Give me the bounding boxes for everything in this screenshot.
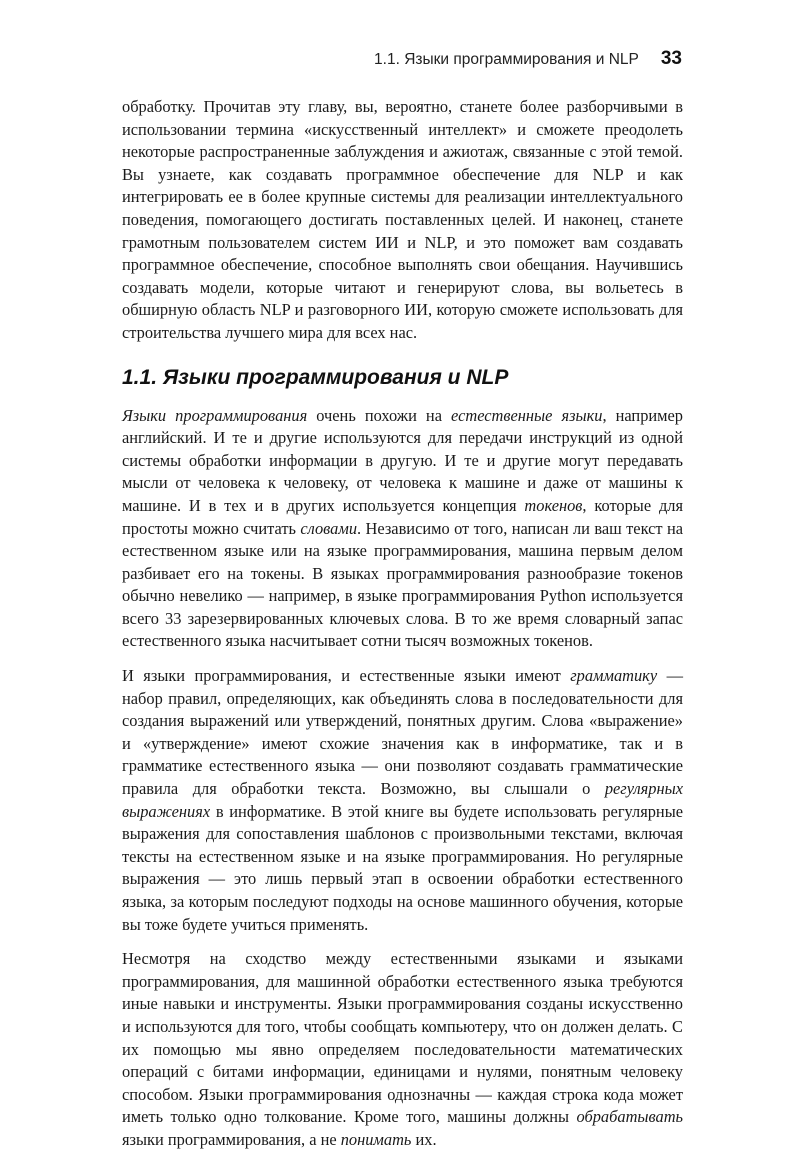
paragraph-text: их. [411, 1129, 437, 1149]
paragraph-grammar [122, 665, 683, 936]
term-words: словами [300, 518, 358, 538]
page-number: 33 [660, 48, 682, 69]
paragraph-differences [122, 948, 683, 1151]
running-head [374, 48, 682, 70]
body-text [122, 96, 683, 1152]
term-grammar: грамматику [570, 666, 658, 686]
paragraph-text: — набор правил, определяющих, как объединять слова в последовательности для создания выражений или утверждений, понятных другим. Слова «выражение» и «утверждение» имеют схожие значения как в информатике, так и в грамматике естественного языка — они позволяют создавать грамматические правила для обработки текста. Возможно, вы слышали о [122, 666, 683, 799]
paragraph-text: очень похожи на [307, 405, 452, 425]
term-regular-expressions: регулярных выражениях [122, 779, 683, 821]
term-tokens: токенов [524, 495, 583, 515]
intro-paragraph: обработку. Прочитав эту главу, вы, вероятно, станете более разборчивыми в использовании термина «искусственный интеллект» и сможете преодолеть некоторые распространенные заблуждения и ажиотаж, связанные с этой темой. Вы узнаете, как создавать программное обеспечение для NLP и как интегрировать ее в более крупные системы для реализации интеллектуального поведения, помогающего достигать поставленных целей. И наконец, станете грамотным пользователем систем ИИ и NLP, и это поможет вам создавать программное обеспечение, способное выполнять свои обещания. Научившись создавать модели, которые читают и генерируют слова, вы вольетесь в обширную область NLP и разговорного ИИ, которую сможете использовать для строительства лучшего мира для всех нас. [122, 97, 683, 342]
paragraph-programming-vs-natural [122, 405, 683, 654]
paragraph-text: И языки программирования, и естественные языки имеют [122, 666, 571, 686]
section-heading: 1.1. Языки программирования и NLP [122, 365, 509, 389]
paragraph-text: Несмотря на сходство между естественными языками и языками программирования, для машинной обработки естественного языка требуются иные навыки и инструменты. Языки программирования созданы искусственно и используются для того, чтобы сообщать компьютеру, что он должен делать. С их помощью мы явно определяем последовательности математических операций с битами информации, единицами и нулями, понятным человеку способом. Языки программирования однозначны — каждая строка кода может иметь только одно толкование. Кроме того, машины должны [122, 949, 683, 1127]
term-programming-languages: Языки программирования [122, 405, 308, 425]
term-understand: понимать [340, 1129, 412, 1149]
running-head-title: 1.1. Языки программирования и NLP [374, 51, 639, 68]
paragraph-text: , например английский. И те и другие используются для передачи инструкций из одной системы обработки информации в другую. И те и другие могут передавать мысли от человека к человеку, от человека к машине и даже от машины к машине. И в тех и в других используется концепция [122, 405, 683, 515]
paragraph-text: . Независимо от того, написан ли ваш текст на естественном языке или на языке программирования, машина первым делом разбивает его на токены. В языках программирования разнообразие токенов обычно невелико — например, в языке программирования Python используется всего 33 зарезервированных ключевых слова. В то же время словарный запас естественного языка насчитывает сотни тысяч возможных токенов. [122, 518, 683, 651]
paragraph-text: языки программирования, а не [122, 1129, 341, 1149]
term-natural-languages: естественные языки [451, 405, 603, 425]
term-process: обрабатывать [576, 1107, 683, 1127]
paragraph-text: , которые для простоты можно считать [122, 495, 684, 538]
paragraph-text: в информатике. В этой книге вы будете использовать регулярные выражения для сопоставления шаблонов с произвольными текстами, включая тексты на естественном языке и на языке программирования. Но регулярные выражения — это лишь первый этап в освоении обработки естественного языка, за которым последуют подходы на основе машинного обучения, которые вы тоже будете учиться применять. [122, 801, 683, 934]
